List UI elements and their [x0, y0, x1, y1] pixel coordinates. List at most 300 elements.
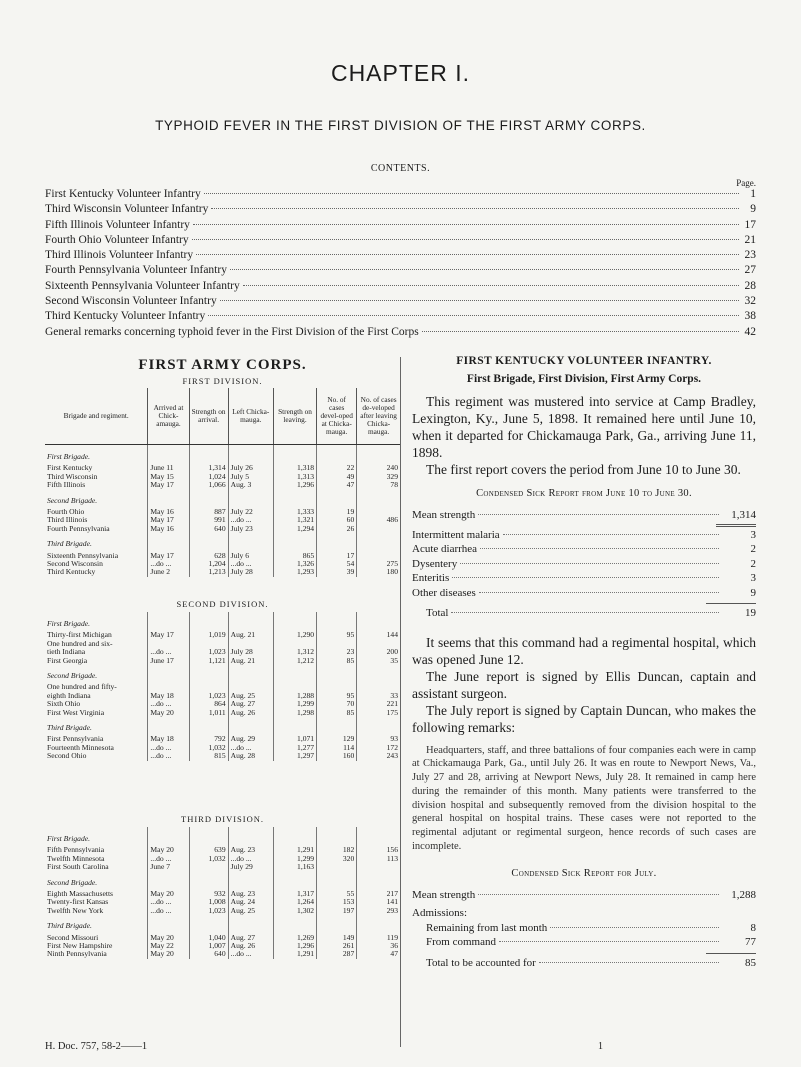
table-cell: July 28: [228, 648, 273, 656]
toc-entry: [45, 326, 756, 341]
table-cell: May 15: [148, 473, 189, 481]
toc-entry-page: 27: [744, 264, 756, 277]
stat-value: 2: [750, 543, 756, 555]
section-subheading: First Brigade, First Division, First Army Corps.: [466, 373, 702, 385]
stat-label: Enteritis: [412, 572, 450, 584]
table-cell: ...do ...: [148, 560, 189, 568]
table-cell: 1,326: [273, 560, 316, 568]
table-cell: Aug. 24: [228, 898, 273, 906]
table-cell: 792: [189, 735, 228, 743]
stat-label: Total: [426, 607, 449, 619]
table-cell: July 28: [228, 568, 273, 576]
table-cell: ...do ...: [228, 855, 273, 863]
table-cell: May 20: [148, 934, 189, 942]
paragraph: This regiment was mustered into service at Camp Bradley, Lexington, Ky., June 5, 1898. It remained here until June 10, when it departed for Chickamauga Park, Ga., arriving June 11, 1898.: [412, 394, 756, 460]
table-cell: 1,269: [273, 934, 316, 942]
table-cell: May 22: [148, 942, 189, 950]
table-cell: 70: [317, 700, 357, 708]
table-cell: 1,032: [189, 744, 228, 752]
chapter-title: CHAPTER I.: [330, 60, 471, 86]
table-cell: May 18: [148, 692, 189, 700]
table-cell: 144: [357, 631, 400, 639]
table-cell: ...do ...: [148, 700, 189, 708]
toc-entry-title: Sixteenth Pennsylvania Volunteer Infantry: [45, 279, 240, 292]
stat-label: From command: [426, 936, 496, 949]
toc-entry-page: 9: [750, 203, 756, 216]
toc-entry: [45, 295, 756, 310]
table-cell: 1,314: [189, 464, 228, 472]
table-cell: 85: [317, 657, 357, 665]
table-cell: 217: [357, 890, 400, 898]
regiment-name: Fourth Ohio: [47, 507, 85, 517]
table-cell: May 17: [148, 631, 189, 639]
table-cell: [317, 863, 357, 871]
table-cell: 160: [317, 752, 357, 760]
table-cell: 1,011: [189, 709, 228, 717]
column-header: No. of cases devel-oped at Chicka-mauga.: [317, 388, 357, 445]
table-cell: 1,204: [189, 560, 228, 568]
toc-entry-page: 21: [744, 233, 756, 246]
table-cell: Aug. 21: [228, 657, 273, 665]
paragraph: It seems that this command had a regimental hospital, which was opened June 12.: [412, 634, 756, 667]
table-cell: 85: [317, 709, 357, 717]
stat-row: [412, 529, 756, 544]
stat-row-total: [412, 957, 756, 972]
toc-entry-title: Third Kentucky Volunteer Infantry: [45, 310, 206, 323]
brigade-heading: Second Brigade.: [47, 877, 98, 887]
table-cell: 1,288: [273, 692, 316, 700]
column-header: No. of cases de-veloped after leaving Chicka-mauga.: [357, 388, 400, 445]
table-cell: June 7: [148, 863, 189, 871]
table-cell: ...do ...: [148, 855, 189, 863]
table-cell: May 16: [148, 525, 189, 533]
table-cell: ...do ...: [148, 744, 189, 752]
table-cell: 640: [189, 525, 228, 533]
table-cell: 33: [357, 692, 400, 700]
table-cell: 22: [317, 464, 357, 472]
stat-label: Admissions:: [412, 907, 468, 920]
corps-title: FIRST ARMY CORPS.: [138, 357, 307, 373]
table-cell: 486: [357, 516, 400, 524]
table-cell: 149: [317, 934, 357, 942]
table-cell: ...do ...: [228, 744, 273, 752]
table-cell: 1,264: [273, 898, 316, 906]
table-cell: Aug. 3: [228, 481, 273, 489]
table-cell: 293: [357, 907, 400, 915]
table-row: [45, 525, 400, 533]
table-cell: 119: [357, 934, 400, 942]
stat-row: [412, 922, 756, 937]
table-cell: 639: [189, 846, 228, 854]
table-cell: 864: [189, 700, 228, 708]
stat-label: Acute diarrhea: [412, 543, 478, 555]
table-cell: 156: [357, 846, 400, 854]
toc-entry: [45, 203, 756, 218]
page-column-heading: Page.: [736, 178, 756, 188]
table-cell: 1,040: [189, 934, 228, 942]
stat-label: Mean strength: [412, 509, 476, 521]
table-row: [45, 481, 400, 489]
table-cell: 1,302: [273, 907, 316, 915]
toc-entry-title: Third Wisconsin Volunteer Infantry: [45, 203, 209, 216]
table-cell: 1,290: [273, 631, 316, 639]
stat-value: 1,288: [731, 888, 756, 901]
table-cell: ...do ...: [228, 516, 273, 524]
table-cell: May 20: [148, 950, 189, 958]
toc-entry-page: 23: [744, 249, 756, 262]
regiment-name: Second Missouri: [47, 932, 99, 942]
stat-value: 77: [745, 936, 756, 949]
table-cell: 1,296: [273, 481, 316, 489]
stat-row: [412, 587, 756, 602]
stat-value: 1,314: [731, 509, 756, 521]
table-cell: 1,007: [189, 942, 228, 950]
table-cell: July 5: [228, 473, 273, 481]
stat-label: Intermittent malaria: [412, 528, 500, 541]
table-cell: ...do ...: [228, 560, 273, 568]
table-cell: 78: [357, 481, 400, 489]
column-header: Strength on arrival.: [189, 388, 228, 445]
contents-heading: CONTENTS.: [370, 163, 431, 174]
brigade-heading: Second Brigade.: [47, 671, 98, 681]
table-cell: ...do ...: [148, 648, 189, 656]
regiment-name: Third Kentucky: [47, 567, 96, 577]
table-cell: 17: [317, 552, 357, 560]
table-cell: 60: [317, 516, 357, 524]
table-cell: ...do ...: [148, 752, 189, 760]
table-cell: May 18: [148, 735, 189, 743]
toc-entry-title: Fourth Pennsylvania Volunteer Infantry: [45, 264, 227, 277]
brigade-heading: Second Brigade.: [47, 495, 98, 505]
table-cell: June 17: [148, 657, 189, 665]
table-cell: 95: [317, 692, 357, 700]
table-cell: 1,277: [273, 744, 316, 752]
regiment-name: Twelfth New York: [47, 905, 104, 915]
table-cell: May 20: [148, 846, 189, 854]
table-cell: 1,024: [189, 473, 228, 481]
column-header: Strength on leaving.: [273, 388, 316, 445]
column-header: Left Chicka-mauga.: [228, 388, 273, 445]
brigade-heading: First Brigade.: [47, 834, 91, 843]
regiment-name: Ninth Pennsylvania: [47, 949, 107, 959]
regiment-name: Fourteenth Minnesota: [47, 742, 114, 752]
regiment-name: Eighth Massachusetts: [47, 889, 114, 899]
toc-entry: [45, 249, 756, 264]
table-cell: ...do ...: [148, 907, 189, 915]
table-cell: 1,023: [189, 907, 228, 915]
division-table: [45, 612, 400, 761]
regiment-name: One hundred and fifty-: [47, 682, 117, 692]
regiment-name: Second Wisconsin: [47, 559, 103, 569]
brigade-heading: Third Brigade.: [47, 921, 92, 931]
table-cell: 1,023: [189, 692, 228, 700]
table-cell: 1,293: [273, 568, 316, 576]
table-of-contents: [45, 188, 756, 341]
table-cell: 114: [317, 744, 357, 752]
stat-value: 85: [745, 956, 756, 969]
table-cell: 54: [317, 560, 357, 568]
stat-label: Dysentery: [412, 557, 458, 570]
table-cell: 180: [357, 568, 400, 576]
stat-value: 3: [750, 528, 756, 541]
table-cell: Aug. 27: [228, 934, 273, 942]
brigade-heading: Third Brigade.: [47, 723, 92, 733]
table-cell: 172: [357, 744, 400, 752]
regiment-name: First South Carolina: [47, 862, 109, 872]
table-cell: 1,299: [273, 855, 316, 863]
table-row: [45, 907, 400, 915]
table-cell: 329: [357, 473, 400, 481]
brigade-heading: First Brigade.: [47, 452, 91, 461]
table-cell: 200: [357, 648, 400, 656]
table-cell: May 16: [148, 508, 189, 516]
table-cell: [357, 863, 400, 871]
toc-entry-page: 32: [744, 295, 756, 308]
stat-row: [412, 907, 756, 922]
toc-entry-page: 1: [750, 188, 756, 200]
table-cell: Aug. 26: [228, 709, 273, 717]
paragraph: The June report is signed by Ellis Duncan, captain and assistant surgeon.: [412, 668, 756, 701]
table-cell: 55: [317, 890, 357, 898]
toc-entry-title: First Kentucky Volunteer Infantry: [45, 188, 201, 200]
table-cell: July 22: [228, 508, 273, 516]
toc-entry: [45, 280, 756, 295]
table-cell: 1,163: [273, 863, 316, 871]
table-cell: 221: [357, 700, 400, 708]
division-heading: FIRST DIVISION.: [182, 376, 263, 386]
table-row: [45, 657, 400, 665]
stat-value: 19: [745, 607, 756, 619]
brigade-heading: Third Brigade.: [47, 539, 92, 549]
regiment-name: Twelfth Minnesota: [47, 853, 105, 863]
regiment-name: One hundred and six-: [47, 638, 113, 648]
table-cell: 261: [317, 942, 357, 950]
report-title: Condensed Sick Report for July.: [511, 867, 657, 879]
table-cell: May 17: [148, 516, 189, 524]
table-cell: 175: [357, 709, 400, 717]
table-row: [45, 950, 400, 958]
table-cell: 95: [317, 631, 357, 639]
toc-entry: [45, 310, 756, 325]
stat-row: [412, 543, 756, 558]
table-cell: 1,212: [273, 657, 316, 665]
table-cell: 1,333: [273, 508, 316, 516]
table-cell: May 20: [148, 890, 189, 898]
stat-row: [412, 889, 756, 904]
table-cell: 1,321: [273, 516, 316, 524]
division-heading: SECOND DIVISION.: [176, 599, 269, 609]
table-cell: 240: [357, 464, 400, 472]
toc-entry: [45, 264, 756, 279]
table-cell: 628: [189, 552, 228, 560]
table-cell: 23: [317, 648, 357, 656]
table-cell: 887: [189, 508, 228, 516]
report-title: Condensed Sick Report from June 10 to June 30.: [476, 488, 692, 499]
toc-entry-page: 17: [744, 218, 756, 231]
table-cell: 932: [189, 890, 228, 898]
toc-entry-title: Fourth Ohio Volunteer Infantry: [45, 233, 189, 246]
toc-entry: [45, 188, 756, 203]
table-cell: July 23: [228, 525, 273, 533]
regiment-name: tieth Indiana: [47, 647, 86, 657]
table-cell: May 17: [148, 552, 189, 560]
regiment-name: Twenty-first Kansas: [47, 897, 109, 907]
section-heading: FIRST KENTUCKY VOLUNTEER INFANTRY.: [456, 355, 712, 367]
table-cell: 1,291: [273, 950, 316, 958]
stat-row: [412, 936, 756, 951]
table-cell: 36: [357, 942, 400, 950]
table-cell: 47: [317, 481, 357, 489]
table-cell: June 11: [148, 464, 189, 472]
regiment-name: First New Hampshire: [47, 941, 113, 951]
table-cell: May 17: [148, 481, 189, 489]
toc-entry-page: 28: [744, 279, 756, 292]
regiment-name: First Pennsylvania: [47, 734, 104, 744]
table-cell: Aug. 27: [228, 700, 273, 708]
regiment-section: [412, 355, 756, 971]
table-cell: May 20: [148, 709, 189, 717]
table-cell: 1,066: [189, 481, 228, 489]
table-cell: June 2: [148, 568, 189, 576]
table-row: [45, 568, 400, 576]
regiment-name: Thirty-first Michigan: [47, 630, 112, 640]
regiment-name: Sixth Ohio: [47, 699, 81, 709]
table-cell: Aug. 25: [228, 692, 273, 700]
table-cell: 1,317: [273, 890, 316, 898]
document-footer: H. Doc. 757, 58-2——1: [45, 1041, 148, 1052]
table-cell: 182: [317, 846, 357, 854]
table-cell: 93: [357, 735, 400, 743]
table-cell: July 29: [228, 863, 273, 871]
column-divider: [400, 357, 401, 1047]
regiment-name: Second Ohio: [47, 751, 87, 761]
table-cell: 287: [317, 950, 357, 958]
table-cell: July 26: [228, 464, 273, 472]
stat-row: [412, 509, 756, 524]
paragraph: The first report covers the period from June 10 to June 30.: [426, 462, 741, 477]
table-cell: 1,312: [273, 648, 316, 656]
brigade-heading: First Brigade.: [47, 619, 91, 628]
report-rows: [412, 529, 756, 602]
toc-entry-title: General remarks concerning typhoid fever in the First Division of the First Corps: [45, 325, 419, 338]
table-cell: Aug. 25: [228, 907, 273, 915]
toc-entry: [45, 219, 756, 234]
table-cell: 640: [189, 950, 228, 958]
toc-entry-title: Second Wisconsin Volunteer Infantry: [45, 295, 217, 308]
division-table: [45, 827, 400, 959]
table-cell: 26: [317, 525, 357, 533]
toc-entry-title: Third Illinois Volunteer Infantry: [45, 249, 194, 262]
regiment-name: First West Virginia: [47, 707, 105, 717]
table-cell: 1,318: [273, 464, 316, 472]
table-cell: 1,297: [273, 752, 316, 760]
regiment-name: Fifth Pennsylvania: [47, 845, 105, 855]
regiment-name: Third Illinois: [47, 515, 88, 525]
table-cell: [357, 525, 400, 533]
table-cell: Aug. 23: [228, 846, 273, 854]
table-cell: 275: [357, 560, 400, 568]
chapter-subtitle: TYPHOID FEVER IN THE FIRST DIVISION OF THE FIRST ARMY CORPS.: [155, 118, 646, 133]
column-header: Arrived at Chick-amauga.: [148, 388, 189, 445]
page-number: 1: [598, 1041, 603, 1052]
table-cell: 1,032: [189, 855, 228, 863]
table-row: [45, 709, 400, 717]
stat-row-total: [412, 607, 756, 622]
table-cell: 1,299: [273, 700, 316, 708]
table-cell: 19: [317, 508, 357, 516]
table-cell: Aug. 28: [228, 752, 273, 760]
stat-label: Other diseases: [412, 586, 476, 599]
stat-value: 8: [750, 921, 756, 934]
table-cell: 153: [317, 898, 357, 906]
division-table: [45, 388, 400, 577]
table-cell: ...do ...: [228, 950, 273, 958]
table-cell: 1,298: [273, 709, 316, 717]
table-cell: 197: [317, 907, 357, 915]
table-cell: 1,008: [189, 898, 228, 906]
table-cell: 129: [317, 735, 357, 743]
table-cell: 815: [189, 752, 228, 760]
table-cell: 991: [189, 516, 228, 524]
stat-row: [412, 558, 756, 573]
table-cell: 1,019: [189, 631, 228, 639]
table-cell: Aug. 29: [228, 735, 273, 743]
table-cell: 35: [357, 657, 400, 665]
stat-value: 2: [750, 557, 756, 570]
table-cell: 1,121: [189, 657, 228, 665]
regiment-name: First Georgia: [47, 655, 88, 665]
table-cell: 320: [317, 855, 357, 863]
regiment-name: First Kentucky: [47, 463, 93, 473]
regiment-name: Fifth Illinois: [47, 480, 86, 490]
column-header: Brigade and regiment.: [45, 388, 148, 445]
toc-entry-page: 42: [744, 325, 756, 338]
table-cell: 141: [357, 898, 400, 906]
table-cell: Aug. 26: [228, 942, 273, 950]
table-row: [45, 863, 400, 871]
paragraph: The July report is signed by Captain Duncan, who makes the following remarks:: [412, 702, 756, 735]
table-cell: 865: [273, 552, 316, 560]
stat-value: 9: [750, 586, 756, 599]
table-cell: July 6: [228, 552, 273, 560]
table-cell: 39: [317, 568, 357, 576]
stat-value: 3: [750, 572, 756, 584]
table-cell: ...do ...: [148, 898, 189, 906]
table-cell: 1,213: [189, 568, 228, 576]
table-cell: 1,291: [273, 846, 316, 854]
stat-label: Total to be accounted for: [426, 956, 536, 969]
toc-entry-title: Fifth Illinois Volunteer Infantry: [45, 218, 190, 231]
table-cell: [189, 863, 228, 871]
table-cell: 1,296: [273, 942, 316, 950]
quoted-remarks: Headquarters, staff, and three battalions of four companies each were in camp at Chickamauga Park, Ga., until July 26. It was en route to Newport News, Va., July 27 and 28, arriving at Newport News, July 28. It remained in camp here during the remainder of this month. Many patients were transferred to the division hospital and subsequently removed from the division hospital to the general hospital on hospital trains. These cases were not reported to the regimental adjutant or regimental surgeon, hence records of such cases are incomplete.: [412, 744, 756, 853]
regiment-name: Third Wisconsin: [47, 471, 98, 481]
regiment-name: Fourth Pennsylvania: [47, 523, 110, 533]
table-cell: Aug. 21: [228, 631, 273, 639]
stat-label: Mean strength: [412, 888, 476, 901]
regiment-name: Sixteenth Pennsylvania: [47, 550, 119, 560]
table-cell: 49: [317, 473, 357, 481]
toc-entry: [45, 234, 756, 249]
stat-label: Remaining from last month: [426, 921, 548, 934]
table-cell: 1,071: [273, 735, 316, 743]
table-cell: 1,294: [273, 525, 316, 533]
table-cell: 1,313: [273, 473, 316, 481]
table-cell: Aug. 23: [228, 890, 273, 898]
toc-entry-page: 38: [744, 310, 756, 323]
table-cell: 47: [357, 950, 400, 958]
table-cell: 243: [357, 752, 400, 760]
